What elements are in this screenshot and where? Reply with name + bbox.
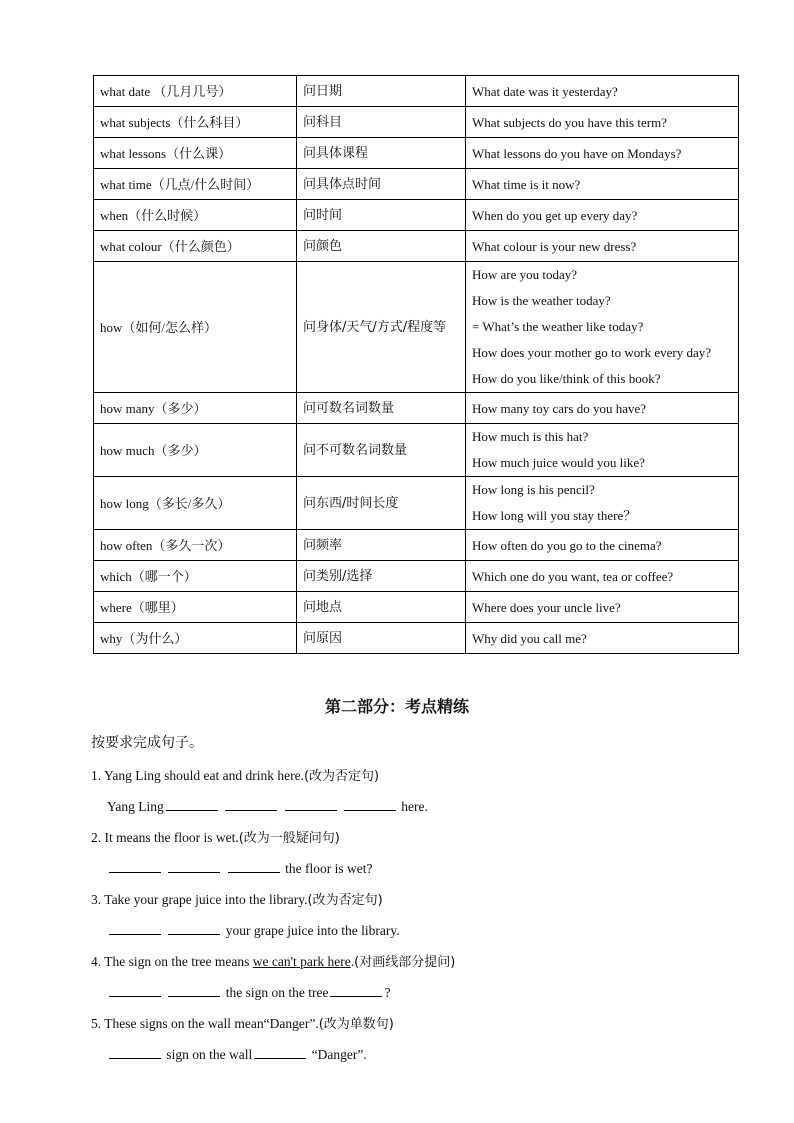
- meaning-cell: 问身体/天气/方式/程度等: [297, 262, 466, 393]
- example-cell: [466, 424, 739, 477]
- example-cell: [466, 530, 739, 561]
- question-word-cell: how long（多长/多久）: [94, 477, 297, 530]
- table-row: [94, 107, 739, 138]
- question-word-cell: which（哪一个）: [94, 561, 297, 592]
- example-sentence: How many toy cars do you have?: [472, 400, 647, 416]
- example-cell: [466, 76, 739, 107]
- answer-blank[interactable]: [168, 922, 220, 935]
- example-cell: [466, 477, 739, 530]
- question-word-cell: what lessons（什么课）: [94, 138, 297, 169]
- exercise-number: 3.: [91, 892, 102, 907]
- meaning-cell: 问不可数名词数量: [297, 424, 466, 477]
- table-row: [94, 169, 739, 200]
- example-sentence: What date was it yesterday?: [472, 83, 618, 99]
- table-row: [94, 623, 739, 654]
- example-sentence: What subjects do you have this term?: [472, 114, 667, 130]
- table-row: [94, 561, 739, 592]
- exercise-number: 5.: [91, 1016, 102, 1031]
- question-word-cell: how much（多少）: [94, 424, 297, 477]
- exercise-number: 1.: [91, 768, 102, 783]
- meaning-cell: 问科目: [297, 107, 466, 138]
- example-sentence: What lessons do you have on Mondays?: [472, 145, 682, 161]
- example-cell: [466, 169, 739, 200]
- table-row: [94, 424, 739, 477]
- question-word-cell: how（如何/怎么样）: [94, 262, 297, 393]
- example-cell: [466, 561, 739, 592]
- table-row: [94, 262, 739, 393]
- example-sentence: What colour is your new dress?: [472, 238, 637, 254]
- example-sentence: How long is his pencil?: [472, 482, 595, 497]
- exercise-number: 2.: [91, 830, 102, 845]
- answer-line: your grape juice into the library.: [107, 922, 400, 939]
- table-row: [94, 76, 739, 107]
- answer-line: sign on the wall “Danger”.: [107, 1046, 394, 1063]
- example-sentence: How does your mother go to work every day?: [472, 345, 711, 360]
- answer-blank[interactable]: [109, 984, 161, 997]
- question-word-cell: why（为什么）: [94, 623, 297, 654]
- table-row: [94, 138, 739, 169]
- table-row: [94, 231, 739, 262]
- meaning-cell: 问东西/时间长度: [297, 477, 466, 530]
- question-word-cell: where（哪里）: [94, 592, 297, 623]
- table-row: [94, 530, 739, 561]
- table-row: [94, 477, 739, 530]
- example-sentence: When do you get up every day?: [472, 207, 638, 223]
- meaning-cell: 问可数名词数量: [297, 393, 466, 424]
- exercise-question: It means the floor is wet.: [104, 830, 239, 845]
- exercise-instruction: (对画线部分提问): [354, 955, 456, 970]
- example-cell: [466, 200, 739, 231]
- answer-line: the floor is wet?: [107, 860, 372, 877]
- exercise-2: [91, 827, 372, 877]
- table-row: [94, 592, 739, 623]
- question-word-cell: how often（多久一次）: [94, 530, 297, 561]
- answer-blank[interactable]: [109, 922, 161, 935]
- meaning-cell: 问原因: [297, 623, 466, 654]
- meaning-cell: 问具体课程: [297, 138, 466, 169]
- exercise-question: Take your grape juice into the library.: [104, 892, 308, 907]
- example-cell: [466, 138, 739, 169]
- exercise-number: 4.: [91, 954, 102, 969]
- question-word-cell: what subjects（什么科目）: [94, 107, 297, 138]
- exercise-3: [91, 889, 400, 939]
- example-cell: [466, 623, 739, 654]
- example-sentence: How often do you go to the cinema?: [472, 537, 662, 553]
- example-sentence: How is the weather today?: [472, 293, 611, 308]
- question-word-cell: what colour（什么颜色）: [94, 231, 297, 262]
- example-cell: [466, 393, 739, 424]
- exercise-question: These signs on the wall mean“Danger”.: [104, 1016, 319, 1031]
- meaning-cell: 问颜色: [297, 231, 466, 262]
- meaning-cell: 问地点: [297, 592, 466, 623]
- example-cell: [466, 107, 739, 138]
- answer-blank[interactable]: [285, 798, 337, 811]
- example-sentence: Where does your uncle live?: [472, 599, 621, 615]
- example-cell: [466, 231, 739, 262]
- question-word-cell: what time（几点/什么时间）: [94, 169, 297, 200]
- exercise-instruction: (改为一般疑问句): [238, 831, 340, 846]
- answer-blank[interactable]: [109, 860, 161, 873]
- question-word-cell: when（什么时候）: [94, 200, 297, 231]
- example-sentence: How much juice would you like?: [472, 455, 645, 470]
- instruction: 按要求完成句子。: [91, 735, 203, 751]
- answer-blank[interactable]: [228, 860, 280, 873]
- example-sentence: How much is this hat?: [472, 429, 589, 444]
- answer-blank[interactable]: [254, 1046, 306, 1059]
- meaning-cell: 问频率: [297, 530, 466, 561]
- exercise-question: Yang Ling should eat and drink here.: [104, 768, 304, 783]
- answer-line: the sign on the tree ?: [107, 984, 455, 1001]
- answer-blank[interactable]: [166, 798, 218, 811]
- meaning-cell: 问时间: [297, 200, 466, 231]
- section-title: 第二部分：考点精练: [324, 697, 469, 716]
- question-word-table: [93, 75, 739, 654]
- exercise-4: 4. The sign on the tree means we can't park here.(对画线部分提问) the sign on the tree ?: [91, 954, 456, 1000]
- question-word-cell: how many（多少）: [94, 393, 297, 424]
- exercise-instruction: (改为否定句): [307, 893, 383, 908]
- answer-blank[interactable]: [344, 798, 396, 811]
- answer-line: Yang Ling here.: [107, 799, 428, 814]
- answer-blank[interactable]: [109, 1046, 161, 1059]
- example-sentence: Which one do you want, tea or coffee?: [472, 568, 674, 584]
- example-sentence: = What’s the weather like today?: [472, 319, 644, 334]
- exercise-1: [91, 765, 428, 815]
- example-cell: [466, 262, 739, 393]
- table-row: [94, 393, 739, 424]
- answer-blank[interactable]: [225, 798, 277, 811]
- underlined-phrase: we can't park here: [252, 954, 351, 969]
- exercise-instruction: (改为单数句): [318, 1017, 394, 1032]
- meaning-cell: 问日期: [297, 76, 466, 107]
- answer-blank[interactable]: [168, 984, 220, 997]
- table-row: [94, 200, 739, 231]
- meaning-cell: 问具体点时间: [297, 169, 466, 200]
- meaning-cell: 问类别/选择: [297, 561, 466, 592]
- exercise-instruction: (改为否定句): [303, 769, 380, 784]
- example-sentence: Why did you call me?: [472, 630, 587, 646]
- example-sentence: How long will you stay there？: [472, 508, 637, 523]
- example-sentence: What time is it now?: [472, 176, 581, 192]
- answer-blank[interactable]: [168, 860, 220, 873]
- example-sentence: How do you like/think of this book?: [472, 371, 661, 386]
- example-cell: [466, 592, 739, 623]
- example-sentence: How are you today?: [472, 267, 578, 282]
- answer-blank[interactable]: [330, 984, 382, 997]
- exercise-5: [91, 1013, 394, 1063]
- question-word-cell: what date （几月几号）: [94, 76, 297, 107]
